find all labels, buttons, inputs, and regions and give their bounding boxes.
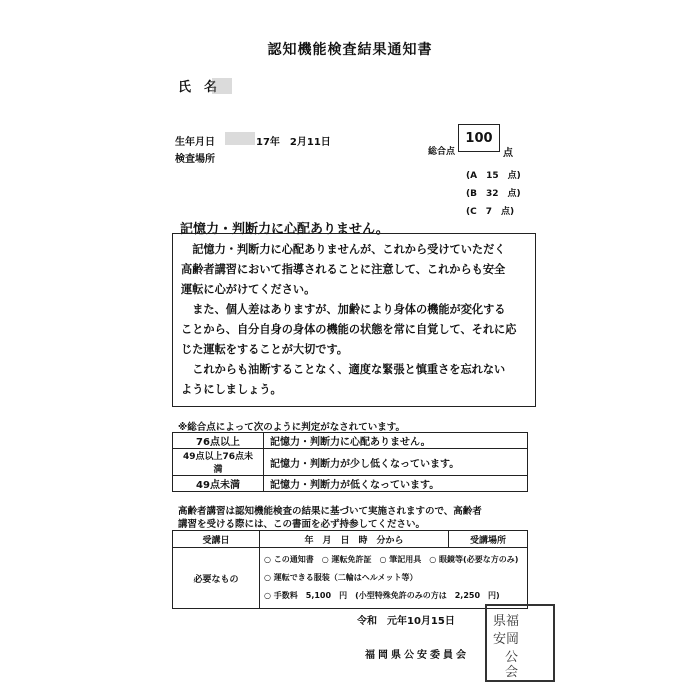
message-line: 高齢者講習において指導されることに注意して、これからも安全 [181,263,506,276]
message-line: ようにしましょう。 [181,383,282,396]
needs-line: ○ この通知書 ○ 運転免許証 ○ 筆記用具 ○ 眼鏡等(必要な方のみ) [264,555,519,564]
judge-result: 記憶力・判断力が低くなっています。 [264,476,528,492]
name-label: 氏 名 [178,80,218,95]
notice-line: 講習を受ける際には、この書面を必ず持参してください。 [178,519,426,530]
judge-result: 記憶力・判断力が少し低くなっています。 [264,449,528,476]
table-row [173,548,528,609]
total-label: 総合点 [428,147,456,157]
judge-table [172,432,528,492]
total-score: 100 [465,130,493,146]
seal-text: 会 [505,665,519,680]
judge-result: 記憶力・判断力に心配ありません。 [264,433,528,449]
judge-note: ※総合点によって次のように判定がなされています。 [178,422,405,433]
needs-header: 必要なもの [173,548,260,609]
birth-label: 生年月日 [175,137,215,148]
point-unit: 点 [503,148,513,159]
seal-text: 県福 [493,614,520,629]
official-seal [485,604,555,682]
table-row [173,531,528,548]
subscore-c: (C 7 点) [466,207,515,217]
table-row [173,433,528,449]
message-line: じた運転をすることが大切です。 [181,343,348,356]
needs-line: ○ 手数料 5,100 円 (小型特殊免許のみの方は 2,250 円) [264,591,500,600]
redacted-name [212,78,232,94]
requirements-table [172,530,528,609]
issuer: 福岡県公安委員会 [365,650,469,661]
table-row [173,476,528,492]
judge-range: 49点未満 [173,476,264,492]
site-label: 検査場所 [175,154,215,165]
place-header: 受講場所 [449,531,528,548]
message-line: また、個人差はありますが、加齢により身体の機能が変化する [192,303,506,316]
notice-line: 高齢者講習は認知機能検査の結果に基づいて実施されますので、高齢者 [178,506,482,517]
issue-date: 令和 元年10月15日 [357,616,455,627]
redacted-era [225,132,255,145]
judge-range: 49点以上76点未満 [173,449,264,476]
seal-text: 安岡 [493,632,520,647]
message-line: 運転に心がけてください。 [181,283,316,296]
judge-range: 76点以上 [173,433,264,449]
result-message-box [172,233,536,407]
message-line: これからも油断することなく、適度な緊張と慎重さを忘れない [192,363,506,376]
subscore-a: (A 15 点) [466,171,521,181]
birth-value: 17年 2月11日 [256,137,331,148]
message-line: 記憶力・判断力に心配ありませんが、これから受けていただく [192,243,506,256]
total-score-box [458,124,500,152]
subscore-b: (B 32 点) [466,189,521,199]
message-line: ことから、自分自身の身体の機能の状態を常に自覚して、それに応 [181,323,517,336]
document-title: 認知機能検査結果通知書 [267,42,433,58]
date-header: 受講日 [173,531,260,548]
date-value: 年 月 日 時 分から [260,531,449,548]
table-row [173,449,528,476]
headline: 記憶力・判断力に心配ありません。 [180,222,389,237]
needs-line: ○ 運転できる服装（二輪はヘルメット等） [264,573,418,582]
seal-text: 公 [505,650,519,665]
